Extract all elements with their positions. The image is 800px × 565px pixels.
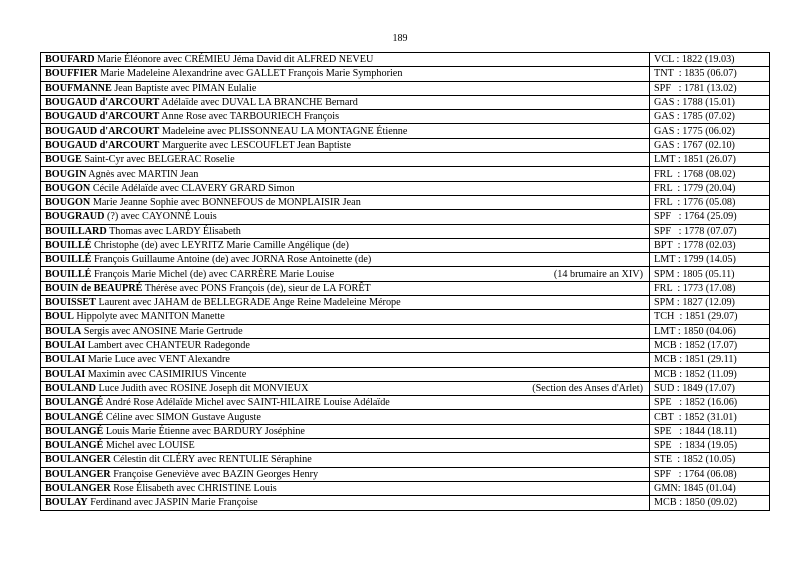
entry-content [45, 353, 645, 366]
entry-content [45, 496, 645, 509]
entry-names [45, 496, 258, 509]
table-row [41, 410, 770, 424]
entry-names [45, 282, 371, 295]
entry-text: Christophe (de) avec LEYRITZ Marie Camille Angélique (de) [91, 240, 349, 251]
entry-names [45, 296, 401, 309]
surname: BOUFMANNE [45, 82, 112, 94]
entry-text: Marie Jeanne Sophie avec BONNEFOUS de MONPLAISIR Jean [90, 197, 361, 209]
entry-text: Thomas avec LARDY Élisabeth [106, 225, 241, 237]
entry-text: Marguerite avec LESCOUFLET Jean Baptiste [159, 139, 351, 151]
reference-cell [650, 110, 770, 124]
reference-code: MCB : 1850 (09.02) [654, 497, 738, 509]
entry-content [45, 125, 645, 138]
surname: BOUGON [45, 182, 91, 194]
reference-cell [650, 153, 770, 167]
entry-text: François Guillaume Antoine (de) avec JORNA Rose Antoinette (de) [91, 254, 372, 266]
reference-code: SPE : 1834 (19.05) [654, 440, 738, 452]
surname: BOULAI [45, 340, 86, 352]
entry-cell [41, 410, 650, 424]
table-row [41, 253, 770, 267]
entry-content [45, 210, 645, 223]
entry-cell [41, 396, 650, 410]
entry-text: Hippolyte avec MANITON Manette [73, 311, 225, 323]
table-row [41, 338, 770, 352]
reference-cell [650, 310, 770, 324]
reference-code: FRL : 1773 (17.08) [654, 282, 736, 294]
entry-content [45, 453, 645, 466]
entry-cell [41, 338, 650, 352]
entry-content [45, 139, 645, 152]
entry-names [45, 253, 371, 266]
entry-names [45, 396, 390, 409]
entry-content [45, 196, 645, 209]
reference-cell [650, 467, 770, 481]
surname: BOUFFIER [45, 68, 98, 80]
reference-code: LMT : 1851 (26.07) [654, 154, 736, 166]
entry-names [45, 53, 373, 66]
reference-code: SPF : 1781 (13.02) [654, 82, 737, 94]
reference-cell [650, 53, 770, 67]
surname: BOUILLARD [45, 225, 107, 237]
reference-cell [650, 167, 770, 181]
entry-names [45, 196, 361, 209]
reference-code: TCH : 1851 (29.07) [654, 311, 738, 323]
entry-content [45, 67, 645, 80]
reference-cell [650, 181, 770, 195]
reference-code: FRL : 1776 (05.08) [654, 197, 736, 209]
entry-text: François Marie Michel (de) avec CARRÈRE Marie Louise [91, 268, 335, 280]
entry-cell [41, 210, 650, 224]
entry-text: Céline avec SIMON Gustave Auguste [103, 411, 261, 423]
table-row [41, 353, 770, 367]
table-row [41, 67, 770, 81]
entry-content [45, 225, 645, 238]
entry-cell [41, 195, 650, 209]
table-row [41, 124, 770, 138]
entry-cell [41, 67, 650, 81]
reference-cell [650, 338, 770, 352]
entry-text: Anne Rose avec TARBOURIECH François [159, 111, 340, 123]
entry-text: Thérèse avec PONS François (de), sieur de LA FORÊT [142, 282, 371, 294]
entry-text: Marie Madeleine Alexandrine avec GALLET François Marie Symphorien [97, 68, 403, 80]
entry-names [45, 125, 407, 138]
reference-code: SPM : 1827 (12.09) [654, 297, 735, 309]
table-row [41, 310, 770, 324]
entry-content [45, 182, 645, 195]
entry-cell [41, 124, 650, 138]
entry-cell [41, 181, 650, 195]
entry-content [45, 339, 645, 352]
reference-code: CBT : 1852 (31.01) [654, 411, 737, 423]
entry-content [45, 439, 645, 452]
reference-code: FRL : 1779 (20.04) [654, 182, 736, 194]
entry-text: Marie Luce avec VENT Alexandre [85, 354, 230, 366]
reference-code: MCB : 1852 (17.07) [654, 340, 738, 352]
reference-code: VCL : 1822 (19.03) [654, 54, 735, 66]
entry-content [45, 468, 645, 481]
entry-text: André Rose Adélaïde Michel avec SAINT-HILAIRE Louise Adélaïde [103, 397, 390, 409]
table-row [41, 324, 770, 338]
entry-text: Adélaïde avec DUVAL LA BRANCHE Bernard [159, 97, 358, 109]
entry-names [45, 453, 312, 466]
entry-names [45, 310, 225, 323]
reference-cell [650, 238, 770, 252]
table-row [41, 53, 770, 67]
reference-code: GAS : 1785 (07.02) [654, 111, 735, 123]
entry-content [45, 168, 645, 181]
reference-code: GAS : 1767 (02.10) [654, 139, 735, 151]
surname: BOULANGER [45, 483, 111, 495]
surname: BOUILLÉ [45, 268, 92, 280]
entry-names [45, 482, 277, 495]
surname: BOULANGÉ [45, 397, 104, 409]
entry-text: Ferdinand avec JASPIN Marie Françoise [87, 497, 258, 509]
reference-cell [650, 195, 770, 209]
entry-text: Saint-Cyr avec BELGERAC Roselie [81, 154, 235, 166]
table-row [41, 424, 770, 438]
reference-code: LMT : 1799 (14.05) [654, 254, 736, 266]
entry-content [45, 253, 645, 266]
entry-names [45, 368, 246, 381]
entry-text: Jean Baptiste avec PIMAN Eulalie [111, 82, 257, 94]
table-row [41, 481, 770, 495]
entry-cell [41, 381, 650, 395]
entry-content [45, 282, 645, 295]
reference-cell [650, 439, 770, 453]
table-row [41, 296, 770, 310]
entry-cell [41, 238, 650, 252]
entry-names [45, 168, 198, 181]
entry-names [45, 182, 295, 195]
entry-cell [41, 324, 650, 338]
surname: BOULA [45, 325, 82, 337]
surname: BOULAI [45, 354, 86, 366]
table-row [41, 153, 770, 167]
table-row [41, 496, 770, 510]
entry-text: Maximin avec CASIMIRIUS Vincente [85, 368, 247, 380]
entry-cell [41, 267, 650, 281]
reference-cell [650, 424, 770, 438]
surname: BOULANGER [45, 454, 111, 466]
entry-cell [41, 310, 650, 324]
entry-cell [41, 496, 650, 510]
entry-names [45, 239, 349, 252]
entry-names [45, 411, 261, 424]
reference-code: SPE : 1852 (16.06) [654, 397, 738, 409]
surname: BOUIN de BEAUPRÉ [45, 282, 143, 294]
reference-cell [650, 453, 770, 467]
table-row [41, 367, 770, 381]
entry-note: (Section des Anses d'Arlet) [532, 382, 643, 394]
table-row [41, 238, 770, 252]
entry-text: Louis Marie Étienne avec BARDURY Joséphine [103, 425, 305, 437]
table-row [41, 195, 770, 209]
reference-code: GMN: 1845 (01.04) [654, 483, 736, 495]
entry-content [45, 310, 645, 323]
table-row [41, 281, 770, 295]
entry-names [45, 139, 351, 152]
reference-cell [650, 138, 770, 152]
entry-content [45, 296, 645, 309]
entry-cell [41, 138, 650, 152]
table-row [41, 138, 770, 152]
surname: BOUGAUD d'ARCOURT [45, 97, 160, 109]
table-row [41, 381, 770, 395]
reference-cell [650, 296, 770, 310]
reference-code: GAS : 1775 (06.02) [654, 125, 735, 137]
entry-text: Michel avec LOUISE [103, 440, 195, 452]
entry-cell [41, 367, 650, 381]
table-row [41, 453, 770, 467]
entry-names [45, 153, 235, 166]
entry-cell [41, 481, 650, 495]
surname: BOUGON [45, 197, 91, 209]
surname: BOULANGER [45, 468, 111, 480]
surname: BOUFARD [45, 54, 95, 66]
table-row [41, 267, 770, 281]
entry-cell [41, 424, 650, 438]
reference-code: GAS : 1788 (15.01) [654, 97, 735, 109]
table-row [41, 95, 770, 109]
entry-text: Sergis avec ANOSINE Marie Gertrude [81, 325, 243, 337]
surname: BOUL [45, 311, 74, 323]
entry-cell [41, 353, 650, 367]
surname: BOUGAUD d'ARCOURT [45, 111, 160, 123]
entry-text: Cécile Adélaïde avec CLAVERY GRARD Simon [90, 182, 295, 194]
table-row [41, 167, 770, 181]
reference-code: SPM : 1805 (05.11) [654, 268, 735, 280]
table-row [41, 224, 770, 238]
reference-cell [650, 396, 770, 410]
entry-cell [41, 167, 650, 181]
reference-cell [650, 353, 770, 367]
entry-names [45, 225, 241, 238]
reference-code: SUD : 1849 (17.07) [654, 382, 735, 394]
entry-cell [41, 53, 650, 67]
reference-code: FRL : 1768 (08.02) [654, 168, 736, 180]
entry-cell [41, 253, 650, 267]
entry-content [45, 482, 645, 495]
reference-cell [650, 224, 770, 238]
table-row [41, 181, 770, 195]
entry-names [45, 339, 250, 352]
reference-cell [650, 267, 770, 281]
entry-cell [41, 296, 650, 310]
surname: BOUGIN [45, 168, 87, 180]
entry-cell [41, 110, 650, 124]
marriage-register-table [40, 52, 770, 511]
entry-names [45, 82, 256, 95]
surname: BOUGAUD d'ARCOURT [45, 125, 160, 137]
entry-content [45, 110, 645, 123]
surname: BOULANGÉ [45, 411, 104, 423]
reference-code: SPF : 1764 (25.09) [654, 211, 737, 223]
entry-names [45, 110, 339, 123]
page-number: 189 [392, 33, 408, 44]
reference-code: TNT : 1835 (06.07) [654, 68, 737, 80]
surname: BOUGRAUD [45, 211, 105, 223]
reference-code: MCB : 1851 (29.11) [654, 354, 737, 366]
reference-cell [650, 281, 770, 295]
reference-cell [650, 410, 770, 424]
reference-code: STE : 1852 (10.05) [654, 454, 736, 466]
entry-cell [41, 153, 650, 167]
surname: BOUGE [45, 154, 82, 166]
entry-cell [41, 467, 650, 481]
entry-names [45, 67, 402, 80]
entry-content [45, 382, 645, 395]
entry-text: Madeleine avec PLISSONNEAU LA MONTAGNE Étienne [159, 125, 408, 137]
entry-cell [41, 81, 650, 95]
entry-text: Laurent avec JAHAM de BELLEGRADE Ange Reine Madeleine Mérope [95, 297, 401, 309]
entry-names [45, 382, 308, 395]
entry-names [45, 439, 195, 452]
reference-code: LMT : 1850 (04.06) [654, 325, 736, 337]
entry-content [45, 411, 645, 424]
entry-content [45, 368, 645, 381]
table-row [41, 467, 770, 481]
reference-cell [650, 381, 770, 395]
entry-content [45, 96, 645, 109]
entry-cell [41, 439, 650, 453]
reference-code: MCB : 1852 (11.09) [654, 368, 737, 380]
table-row [41, 81, 770, 95]
entry-text: Célestin dit CLÉRY avec RENTULIE Séraphine [110, 454, 312, 466]
reference-cell [650, 81, 770, 95]
reference-code: SPE : 1844 (18.11) [654, 425, 737, 437]
reference-code: SPF : 1764 (06.08) [654, 468, 737, 480]
entry-text: Françoise Geneviève avec BAZIN Georges Henry [110, 468, 319, 480]
reference-cell [650, 210, 770, 224]
entry-names [45, 468, 318, 481]
table-row [41, 439, 770, 453]
entry-names [45, 210, 217, 223]
reference-code: SPF : 1778 (07.07) [654, 225, 737, 237]
reference-cell [650, 124, 770, 138]
entry-names [45, 268, 334, 281]
surname: BOULAI [45, 368, 86, 380]
entry-cell [41, 224, 650, 238]
surname: BOUILLÉ [45, 240, 92, 251]
entry-note: (14 brumaire an XIV) [553, 268, 643, 280]
entry-names [45, 96, 358, 109]
table-row [41, 396, 770, 410]
surname: BOULAY [45, 497, 88, 509]
entry-text: (?) avec CAYONNÉ Louis [104, 211, 217, 223]
surname: BOUISSET [45, 297, 96, 309]
table-row [41, 110, 770, 124]
entry-content [45, 325, 645, 338]
entry-cell [41, 95, 650, 109]
table-row [41, 210, 770, 224]
entry-cell [41, 453, 650, 467]
entry-cell [41, 281, 650, 295]
entry-text: Rose Élisabeth avec CHRISTINE Louis [110, 483, 277, 495]
reference-cell [650, 95, 770, 109]
surname: BOUILLÉ [45, 254, 92, 266]
entry-content [45, 396, 645, 409]
surname: BOUGAUD d'ARCOURT [45, 139, 160, 151]
entry-content [45, 53, 645, 66]
reference-code: BPT : 1778 (02.03) [654, 240, 736, 251]
reference-cell [650, 367, 770, 381]
reference-cell [650, 324, 770, 338]
entry-names [45, 353, 230, 366]
entry-text: Luce Judith avec ROSINE Joseph dit MONVIEUX [95, 382, 309, 394]
entry-content [45, 153, 645, 166]
reference-cell [650, 67, 770, 81]
entry-text: Marie Éléonore avec CRÉMIEU Jéma David dit ALFRED NEVEU [94, 54, 374, 66]
reference-cell [650, 253, 770, 267]
reference-cell [650, 496, 770, 510]
table-body [41, 53, 770, 511]
entry-content [45, 268, 645, 281]
reference-cell [650, 481, 770, 495]
surname: BOULANGÉ [45, 440, 104, 452]
entry-content [45, 239, 645, 252]
entry-content [45, 82, 645, 95]
entry-names [45, 325, 243, 338]
entry-names [45, 425, 305, 438]
entry-content [45, 425, 645, 438]
surname: BOULANGÉ [45, 425, 104, 437]
entry-text: Lambert avec CHANTEUR Radegonde [85, 340, 250, 352]
surname: BOULAND [45, 382, 96, 394]
entry-text: Agnès avec MARTIN Jean [86, 168, 199, 180]
